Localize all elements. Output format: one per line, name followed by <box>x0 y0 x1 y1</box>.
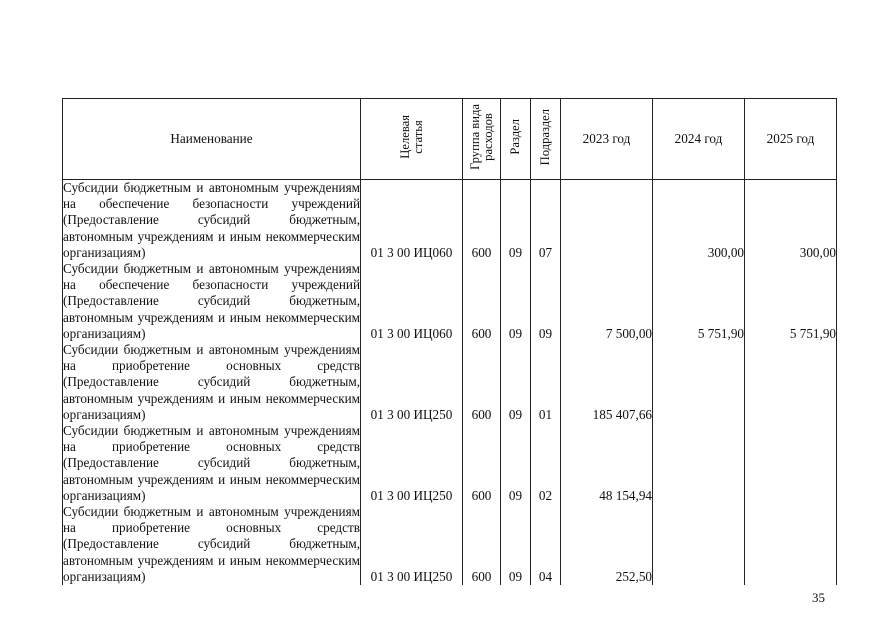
table-header-row <box>63 99 837 180</box>
row-2023: 185 407,66 <box>561 342 653 423</box>
page-number: 35 <box>812 590 825 605</box>
row-2023 <box>561 180 653 262</box>
row-group: 600 <box>463 261 501 342</box>
table-row <box>63 504 837 585</box>
row-target: 01 3 00 ИЦ250 <box>361 423 463 504</box>
row-subsection: 09 <box>531 261 561 342</box>
row-2023: 252,50 <box>561 504 653 585</box>
row-2023: 7 500,00 <box>561 261 653 342</box>
table-row <box>63 423 837 504</box>
row-section: 09 <box>501 261 531 342</box>
row-2025 <box>745 342 837 423</box>
row-group: 600 <box>463 342 501 423</box>
row-section: 09 <box>501 504 531 585</box>
header-2023: 2023 год <box>561 99 653 180</box>
row-2025: 5 751,90 <box>745 261 837 342</box>
header-section: Раздел <box>501 99 531 180</box>
row-name: Субсидии бюджетным и автономным учреждениям на приобретение основных средств (Предоставление субсидий бюджетным, автономным учреждениям и иным некоммерческим организациям) <box>63 342 360 422</box>
row-group: 600 <box>463 423 501 504</box>
row-group: 600 <box>463 504 501 585</box>
row-name: Субсидии бюджетным и автономным учреждениям на приобретение основных средств (Предоставление субсидий бюджетным, автономным учреждениям и иным некоммерческим организациям) <box>63 423 360 503</box>
header-target: Целевая статья <box>361 99 463 180</box>
row-2024 <box>653 342 745 423</box>
table-row <box>63 261 837 342</box>
row-2023: 48 154,94 <box>561 423 653 504</box>
row-2025 <box>745 423 837 504</box>
table-row <box>63 342 837 423</box>
row-2025: 300,00 <box>745 180 837 262</box>
row-target: 01 3 00 ИЦ060 <box>361 180 463 262</box>
row-2024: 300,00 <box>653 180 745 262</box>
row-group: 600 <box>463 180 501 262</box>
row-section: 09 <box>501 180 531 262</box>
row-section: 09 <box>501 423 531 504</box>
row-subsection: 04 <box>531 504 561 585</box>
row-target: 01 3 00 ИЦ250 <box>361 504 463 585</box>
budget-table <box>62 98 837 585</box>
header-2025: 2025 год <box>745 99 837 180</box>
row-name: Субсидии бюджетным и автономным учреждениям на приобретение основных средств (Предоставление субсидий бюджетным, автономным учреждениям и иным некоммерческим организациям) <box>63 504 360 584</box>
header-name: Наименование <box>63 99 361 180</box>
row-subsection: 02 <box>531 423 561 504</box>
row-subsection: 07 <box>531 180 561 262</box>
row-target: 01 3 00 ИЦ250 <box>361 342 463 423</box>
row-2025 <box>745 504 837 585</box>
row-section: 09 <box>501 342 531 423</box>
header-2024: 2024 год <box>653 99 745 180</box>
row-2024: 5 751,90 <box>653 261 745 342</box>
row-subsection: 01 <box>531 342 561 423</box>
row-2024 <box>653 504 745 585</box>
row-name: Субсидии бюджетным и автономным учреждениям на обеспечение безопасности учреждений (Предоставление субсидий бюджетным, автономным учреждениям и иным некоммерческим организациям) <box>63 180 360 260</box>
header-group: Группа вида расходов <box>463 99 501 180</box>
row-name: Субсидии бюджетным и автономным учреждениям на обеспечение безопасности учреждений (Предоставление субсидий бюджетным, автономным учреждениям и иным некоммерческим организациям) <box>63 261 360 341</box>
table-row <box>63 180 837 262</box>
header-subsection: Подраздел <box>531 99 561 180</box>
row-target: 01 3 00 ИЦ060 <box>361 261 463 342</box>
row-2024 <box>653 423 745 504</box>
